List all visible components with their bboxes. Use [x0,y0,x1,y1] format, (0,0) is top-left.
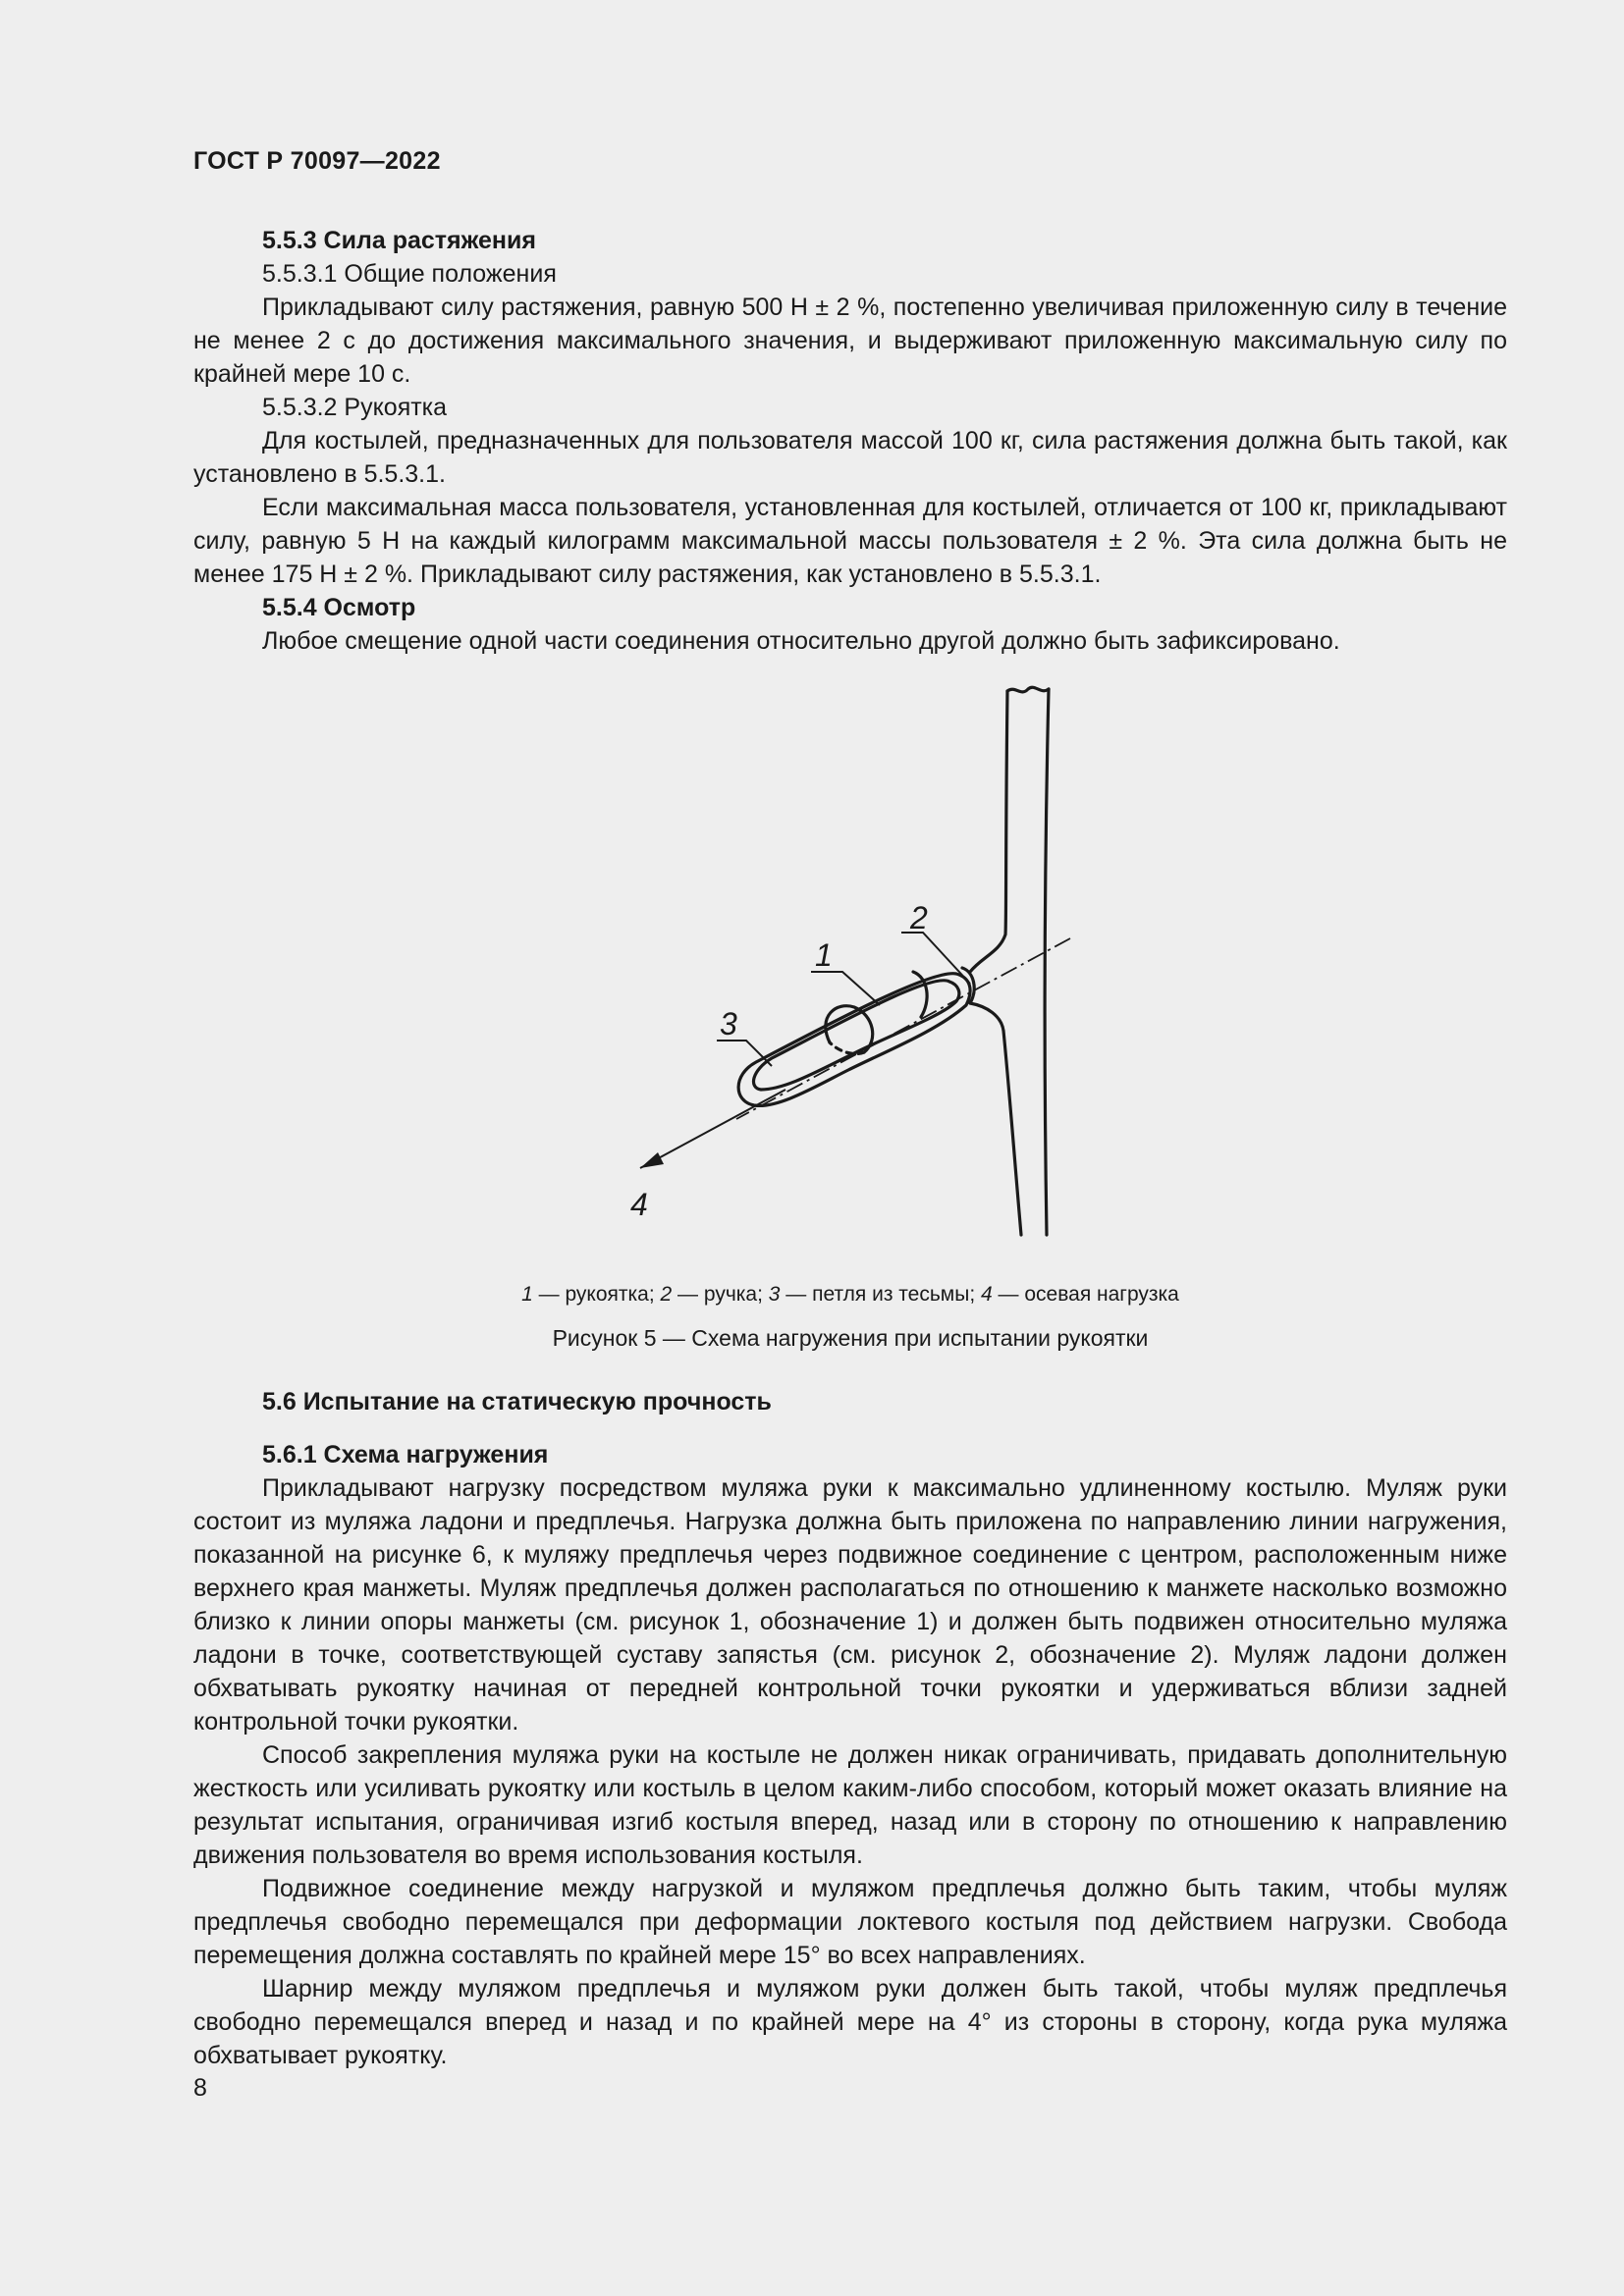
paragraph: Для костылей, предназначенных для пользователя массой 100 кг, сила растяжения должна быть такой, как установлено в 5.5.3.1. [193,427,1507,488]
figure-label-1: 1 [815,937,833,973]
crutch-handle-diagram [589,677,1119,1256]
legend-num-2: 2 [660,1283,673,1306]
paragraph: Прикладывают силу растяжения, равную 500 Н ± 2 %, постепенно увеличивая приложенную силу в течение не менее 2 с до достижения максимального значения, и выдерживают приложенную максимальную силу по крайней мере 10 с. [193,294,1507,388]
figure-label-3: 3 [720,1006,737,1041]
paragraph: Шарнир между муляжом предплечья и муляжом руки должен быть такой, чтобы муляж предплечья свободно перемещался вперед и назад и по крайней мере на 4° из стороны в сторону, когда рука муляжа обхватывает рукоятку. [193,1975,1507,2069]
section-5-6 [193,1385,1507,2072]
legend-num-3: 3 [768,1283,781,1306]
heading-5-6-1: 5.6.1 Схема нагружения [262,1441,549,1468]
strap-loop [738,974,970,1106]
legend-text-4: — осевая нагрузка [992,1283,1179,1306]
axial-load-arrowhead [640,1152,664,1168]
paragraph: Любое смещение одной части соединения относительно другой должно быть зафиксировано. [262,627,1340,655]
paragraph: Если максимальная масса пользователя, установленная для костылей, отличается от 100 кг, прикладывают силу, равную 5 Н на каждый килограмм максимальной массы пользователя ± 2 %. Эта сила должна быть не менее 175 Н ± 2 %. Прикладывают силу растяжения, как установлено в 5.5.3.1. [193,494,1507,588]
paragraph: Подвижное соединение между нагрузкой и муляжом предплечья должно быть таким, чтобы муляж предплечья свободно перемещался при деформации локтевого костыля под действием нагрузки. Свобода перемещения должна составлять по крайней мере 15° во всех направлениях. [193,1875,1507,1969]
grip-ring-back [830,1042,864,1054]
paragraph: Способ закрепления муляжа руки на костыле не должен никак ограничивать, придавать дополнительную жесткость или усиливать рукоятку или костыль в целом каким-либо способом, который может оказать влияние на результат испытания, ограничивая изгиб костыля вперед, назад или в сторону по отношению к направлению движения пользователя во время использования костыля. [193,1741,1507,1869]
legend-text-2: — ручка; [672,1283,769,1306]
tube-break-top [1007,687,1049,692]
figure-label-4: 4 [630,1187,648,1222]
axial-load-arrow [640,1090,785,1168]
heading-5-5-3-2: 5.5.3.2 Рукоятка [262,394,448,421]
figure-5-legend [193,1281,1507,1308]
load-axis [736,938,1070,1119]
figure-5-caption: Рисунок 5 — Схема нагружения при испытании рукоятки [552,1325,1149,1351]
legend-num-4: 4 [981,1283,993,1306]
figure-5-drawing [589,677,1119,1256]
figure-label-2: 2 [910,900,928,935]
heading-5-5-3: 5.5.3 Сила растяжения [262,227,536,254]
heading-5-5-3-1: 5.5.3.1 Общие положения [262,260,557,288]
crutch-tube-upper [970,691,1007,972]
crutch-tube-lower-left [970,1003,1021,1235]
legend-text-3: — петля из тесьмы; [780,1283,981,1306]
legend-text-1: — рукоятка; [532,1283,661,1306]
paragraph: Прикладывают нагрузку посредством муляжа руки к максимально удлиненному костылю. Муляж руки состоит из муляжа ладони и предплечья. Нагрузка должна быть приложена по направлению линии нагружения, показанной на рисунке 6, к муляжу предплечья через подвижное соединение с центром, расположенным ниже верхнего края манжеты. Муляж предплечья должен располагаться по отношению к манжете насколько возможно близко к линии опоры манжеты (см. рисунок 1, обозначение 1) и должен быть подвижен относительно муляжа ладони в точке, соответствующей суставу запястья (см. рисунок 2, обозначение 2). Муляж ладони должен обхватывать рукоятку начиная от передней контрольной точки рукоятки и удерживаться вблизи задней контрольной точки рукоятки. [193,1474,1507,1735]
heading-5-5-4: 5.5.4 Осмотр [262,594,416,621]
heading-5-6: 5.6 Испытание на статическую прочность [262,1388,772,1415]
crutch-tube-upper-right [1045,689,1049,1235]
document-header: ГОСТ Р 70097—2022 [193,147,441,175]
page-number: 8 [193,2074,207,2102]
leader-1 [811,972,880,1005]
legend-num-1: 1 [521,1283,533,1306]
section-5-5-3 [193,224,1507,658]
